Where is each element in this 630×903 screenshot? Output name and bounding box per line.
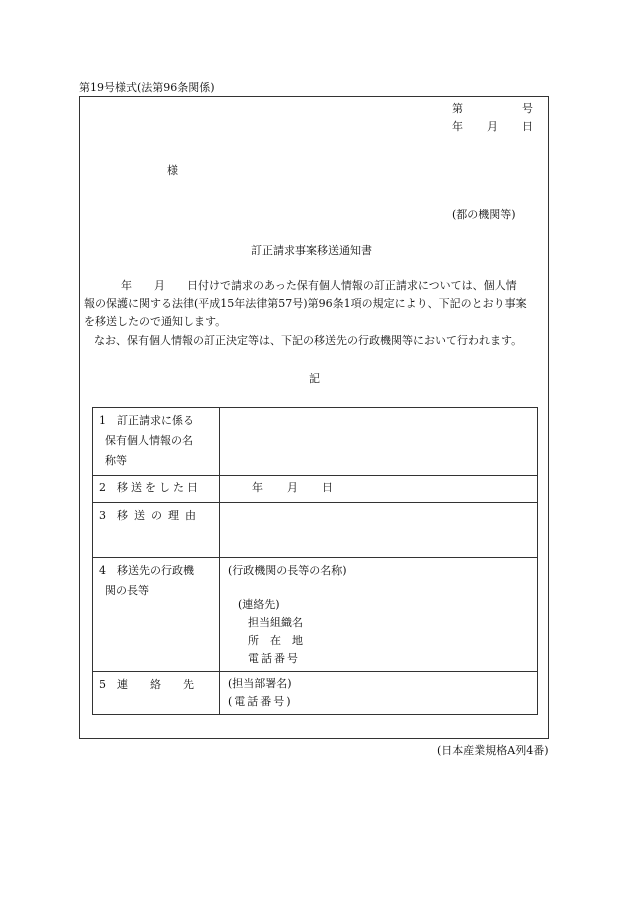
row4-label-line1: 移送先の行政機 (117, 564, 194, 577)
document-title: 訂正請求事案移送通知書 (251, 244, 372, 257)
row1-label-line2: 保有個人情報の名 (105, 434, 193, 447)
row2-num: 2 (99, 481, 106, 494)
row5-phone: (電話番号) (228, 695, 293, 708)
row4-org: 担当組織名 (248, 616, 303, 629)
row2-value-cell[interactable] (220, 476, 538, 503)
row4-num: 4 (99, 564, 106, 577)
row5-dept: (担当部署名) (228, 677, 292, 690)
row1-value-cell[interactable] (220, 408, 538, 476)
table-row (93, 503, 538, 558)
table-row (93, 558, 538, 672)
doc-number-dai: 第 (452, 102, 463, 115)
row4-label-line2: 関の長等 (105, 584, 149, 597)
row2-label-cell (93, 476, 220, 503)
row4-value-cell[interactable] (220, 558, 538, 672)
body-line-2: 報の保護に関する法律(平成15年法律第57号)第96条1項の規定により、下記のとおり事案 (84, 297, 527, 310)
doc-date-year: 年 (452, 120, 463, 133)
table-row (93, 672, 538, 715)
row1-label-line1: 訂正請求に係る (117, 414, 194, 427)
row2-year: 年 (252, 481, 263, 494)
doc-number-go: 号 (522, 102, 533, 115)
body-line-4: なお、保有個人情報の訂正決定等は、下記の移送先の行政機関等において行われます。 (94, 334, 523, 347)
row5-label: 連 絡 先 (117, 678, 194, 691)
row3-num: 3 (99, 509, 106, 522)
row1-num: 1 (99, 414, 106, 427)
row1-label-line3: 称等 (105, 454, 127, 467)
row5-value-cell[interactable] (220, 672, 538, 715)
addressee-suffix: 様 (167, 164, 178, 177)
doc-date-day: 日 (522, 120, 533, 133)
sender-label: (都の機関等) (452, 208, 516, 221)
row5-num: 5 (99, 678, 106, 691)
table-row (93, 476, 538, 503)
row5-label-cell (93, 672, 220, 715)
ki-label: 記 (309, 372, 320, 385)
row3-label: 移送の理由 (117, 509, 202, 522)
row2-day: 日 (322, 481, 333, 494)
row3-label-cell (93, 503, 220, 558)
row2-label: 移送をした日 (117, 481, 201, 494)
row2-month: 月 (287, 481, 298, 494)
doc-date-month: 月 (487, 120, 498, 133)
row3-value-cell[interactable] (220, 503, 538, 558)
body-line-3: を移送したので通知します。 (84, 315, 227, 328)
form-label: 第19号様式(法第96条関係) (79, 81, 215, 94)
notice-table (92, 407, 538, 715)
row4-phone: 電話番号 (248, 652, 300, 665)
footer-standard: (日本産業規格A列4番) (437, 744, 549, 757)
body-line-1: 年 月 日付けで請求のあった保有個人情報の訂正請求については、個人情 (121, 279, 517, 292)
row1-label-cell (93, 408, 220, 476)
row4-label-cell (93, 558, 220, 672)
table-row (93, 408, 538, 476)
row4-location: 所 在 地 (248, 634, 303, 647)
row4-contact: (連絡先) (238, 598, 280, 611)
row4-head-name: (行政機関の長等の名称) (228, 564, 347, 577)
